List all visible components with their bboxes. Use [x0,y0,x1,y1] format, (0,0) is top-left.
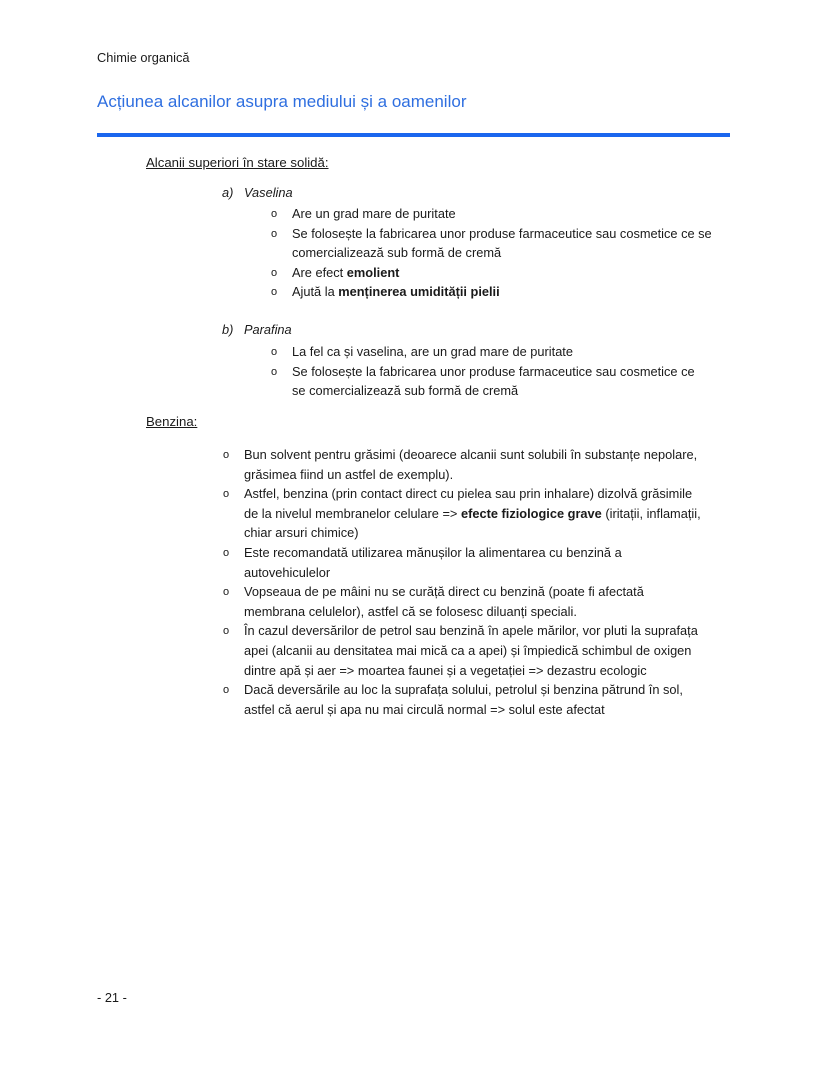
text: membrana celulelor), astfel că se folosesc diluanți speciali. [244,603,577,619]
page-number: - 21 - [97,990,127,1005]
list-item-line [244,623,698,638]
list-item-line [244,467,453,482]
list-item-line [292,245,501,260]
text: Astfel, benzina (prin contact direct cu pielea sau prin inhalare) dizolvă grăsimile [244,486,693,502]
page-title: Acțiunea alcanilor asupra mediului și a oamenilor [97,92,467,111]
text: grăsimea fiind un astfel de exemplu). [244,466,454,482]
section-heading-benzina: Benzina: [146,414,198,429]
list-item-line [244,584,644,599]
list-item-line [244,702,605,717]
section-heading-alcanii: Alcanii superiori în stare solidă: [146,155,329,170]
list-item-line [244,604,577,619]
list-item-line [244,565,330,580]
list-item-line [244,643,691,658]
list-item-line [292,265,399,280]
text: se comercializează sub formă de cremă [292,383,519,399]
bullet-icon: o [271,365,278,378]
bullet-icon: o [271,286,278,299]
list-item-line [292,364,695,379]
list-item-line [244,506,701,521]
list-item-line [292,206,456,221]
text: Se folosește la fabricarea unor produse farmaceutice sau cosmetice ce se [292,225,712,241]
list-item-line [244,525,359,540]
text: La fel ca și vaselina, are un grad mare de puritate [292,344,573,359]
bullet-icon: o [223,449,230,461]
text: Are efect [292,264,347,280]
list-item-line [244,486,692,501]
text: Bun solvent pentru grăsimi (deoarece alcanii sunt solubili în substanțe nepolare, [244,447,698,462]
bullet-icon: o [223,625,230,638]
list-item-line [244,663,647,678]
list-item-line [292,383,518,398]
text: Se folosește la fabricarea unor produse farmaceutice sau cosmetice ce [292,363,695,379]
subsection-title-vaselina: Vaselina [244,185,293,200]
bullet-icon: o [271,208,278,220]
text: Este recomandată utilizarea mănușilor la alimentarea cu benzină a [244,545,622,560]
bullet-icon: o [271,346,278,358]
subsection-marker: b) [222,322,234,337]
bullet-icon: o [223,547,230,559]
text: autovehiculelor [244,564,331,580]
text: Ajută la [292,284,339,300]
text: Dacă deversările au loc la suprafața solului, petrolul și benzina pătrund în sol, [244,682,683,698]
text: chiar arsuri chimice) [244,525,359,541]
bold-text: emolient [346,264,400,280]
text: de la nivelul membranelor celulare => [244,505,461,521]
bullet-icon: o [271,227,278,240]
list-item-line [244,447,697,462]
text: comercializează sub formă de cremă [292,245,502,261]
text: dintre apă și aer => moartea faunei și a vegetației => dezastru ecologic [244,662,647,678]
list-item-line [292,284,500,299]
title-divider [97,133,730,137]
bullet-icon: o [223,586,230,599]
subsection-marker: a) [222,185,234,200]
text: Vopseaua de pe mâini nu se curăță direct cu benzină (poate fi afectată [244,584,644,600]
text: astfel că aerul și apa nu mai circulă normal => solul este afectat [244,701,605,717]
subsection-title-parafina: Parafina [244,322,292,337]
bold-text: efecte fiziologice grave [460,505,602,521]
text: apei (alcanii au densitatea mai mică ca a apei) și împiedică schimbul de oxigen [244,643,692,658]
bullet-icon: o [223,684,230,697]
bold-text: menținerea umidității pielii [338,284,500,300]
running-header: Chimie organică [97,50,190,65]
list-item-line [292,226,712,241]
bullet-icon: o [271,266,278,279]
text: (iritații, inflamații, [601,505,701,521]
text: Are un grad mare de puritate [292,206,456,221]
list-item-line [244,682,683,697]
text: În cazul deversărilor de petrol sau benzină în apele mărilor, vor pluti la suprafața [244,623,698,639]
bullet-icon: o [223,488,230,501]
list-item-line [292,344,573,359]
list-item-line [244,545,622,560]
